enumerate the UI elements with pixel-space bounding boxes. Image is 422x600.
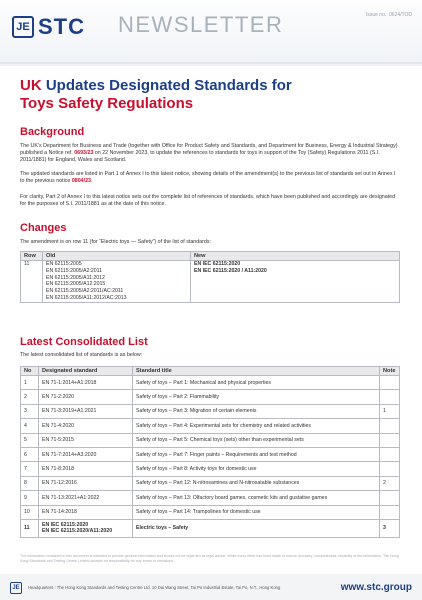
footer-headquarters: Headquarters : The Hong Kong Standards and Testing Centre Ltd. 10 Dai Wang Street, Tai Po Industrial Estate, Tai Po, N.T., Hong Kong: [28, 585, 281, 590]
cell-no: 8: [21, 476, 39, 490]
col-header-row: Row: [21, 252, 43, 261]
cell-note: [380, 462, 400, 476]
newsletter-label: NEWSLETTER: [118, 12, 284, 37]
table-row: [21, 419, 400, 433]
cell-standard: EN 71-7:2014+A3:2020: [39, 447, 133, 461]
cell-title: Safety of toys – Part 5: Chemical toys (sets) other than experimental sets: [133, 433, 380, 447]
electric-standard-2: EN IEC 62115:2020/A11:2020: [42, 528, 113, 535]
cell-no: 5: [21, 433, 39, 447]
background-paragraph-1: [20, 143, 400, 165]
cell-title: Safety of toys – Part 8: Activity toys for domestic use: [133, 462, 380, 476]
table-row: [21, 447, 400, 461]
title-line1: Updates Designated Standards for: [41, 77, 292, 94]
website-link[interactable]: www.stc.group: [340, 582, 412, 593]
background-paragraph-2: [20, 171, 400, 185]
cell-standard: EN 71-14:2018: [39, 505, 133, 519]
col-header-designated-standard: Designated standard: [39, 367, 133, 376]
cell-title: Safety of toys – Part 13: Olfactory board games, cosmetic kits and gustative games: [133, 491, 380, 505]
old-standard: EN 62115:2005/A11:2012/AC:2013: [46, 294, 127, 301]
cell-note: [380, 433, 400, 447]
col-header-no: No: [21, 367, 39, 376]
background-paragraph-3: For clarity, Part 2 of Annex I to this latest notice sets out the complete list of references of standards, which have been published and accordingly are designated for the purposes of S.I. 2011/1881 as at the date of this notice.: [20, 194, 396, 208]
consolidated-header-row: [21, 367, 400, 376]
new-standard: EN IEC 62115:2020: [194, 261, 241, 267]
cell-title: Safety of toys – Part 4: Experimental sets for chemistry and related activities: [133, 419, 380, 433]
cell-no: 10: [21, 505, 39, 519]
old-standards: [43, 261, 191, 303]
cell-no: 7: [21, 462, 39, 476]
changes-heading: Changes: [20, 222, 67, 234]
col-header-new: New: [191, 252, 400, 261]
changes-intro: The amendment is on row 11 (for “Electric toys — Safety”) of the list of standards:: [20, 239, 211, 245]
footer-disclaimer: The information contained in this document is intended to provide general information and should not be regarded as legal advice. While every effort has been made to ensure accuracy, completeness, reliability of the information, The Hong Kong Standards and Testing Centre Limited accepts no responsibility for any errors or omissions.: [20, 554, 399, 563]
cell-title: Safety of toys – Part 12: N-nitrosamines and N-nitrosatable substances: [133, 476, 380, 490]
title-line2: Toys Safety Regulations: [20, 95, 194, 112]
consolidated-intro: The latest consolidated list of standards is as below:: [20, 352, 143, 358]
newsletter-header: [0, 0, 422, 66]
table-row: [21, 376, 400, 390]
consolidated-heading: Latest Consolidated List: [20, 336, 148, 348]
cell-title: Safety of toys – Part 14: Trampolines for domestic use: [133, 505, 380, 519]
cell-note: [380, 505, 400, 519]
cell-no: 2: [21, 390, 39, 404]
cell-no: 4: [21, 419, 39, 433]
title-highlight: UK: [20, 77, 42, 94]
cell-note: 1: [380, 404, 400, 418]
consolidated-table: [20, 366, 400, 538]
table-row: [21, 404, 400, 418]
stc-logo-text: STC: [38, 14, 85, 39]
cell-standard: [39, 519, 133, 537]
old-standard: EN 62115:2005/A2:2011/AC:2011: [46, 288, 124, 295]
cell-title: Electric toys – Safety: [133, 519, 380, 537]
cell-no: 6: [21, 447, 39, 461]
cell-no: 1: [21, 376, 39, 390]
table-row: [21, 433, 400, 447]
new-standards: [191, 261, 400, 303]
cell-no: 9: [21, 491, 39, 505]
old-standard: EN 62115:2005: [46, 261, 82, 267]
cell-standard: EN 71-2:2020: [39, 390, 133, 404]
changes-row: [21, 261, 400, 303]
table-row: [21, 505, 400, 519]
cell-no: 11: [21, 519, 39, 537]
electric-standard-1: EN IEC 62115:2020: [42, 522, 89, 529]
cell-standard: EN 71-3:2019+A1:2021: [39, 404, 133, 418]
cell-note: 3: [380, 519, 400, 537]
p2-text-b: .: [91, 178, 93, 185]
cell-title: Safety of toys – Part 7: Finger paints – Requirements and test method: [133, 447, 380, 461]
notice-ref-link[interactable]: 0693/23: [74, 150, 94, 157]
col-header-old: Old: [43, 252, 191, 261]
footer-logo-icon: JE: [10, 582, 22, 594]
table-row: [21, 491, 400, 505]
p1-text-b: on 22 November 2023, to update the references to standards for toys in support of the Toy (Safety) Regulations 2011 (S.I. 2011/1881) for England, Wales and Scotland.: [20, 150, 380, 164]
issue-number: Issue no.: 0624/TOD: [365, 12, 412, 18]
p1-text-a: The UK's Department for Business and Trade (together with Office for Product Safety and Standards, and Department for Business, Energy & Industrial Strategy) published a Notice ref.: [20, 143, 398, 157]
col-header-note: Note: [380, 367, 400, 376]
cell-standard: EN 71-1:2014+A1:2018: [39, 376, 133, 390]
old-standard: EN 62115:2005/A2:2011: [46, 267, 103, 274]
table-row: [21, 462, 400, 476]
old-standard: EN 62115:2005/A12:2015: [46, 281, 106, 288]
cell-note: [380, 491, 400, 505]
cell-standard: EN 71-5:2015: [39, 433, 133, 447]
cell-title: Safety of toys – Part 1: Mechanical and physical properties: [133, 376, 380, 390]
cell-title: Safety of toys – Part 2: Flammability: [133, 390, 380, 404]
background-heading: Background: [20, 126, 85, 138]
previous-notice-ref-link[interactable]: 0804/23: [71, 178, 91, 185]
cell-note: [380, 376, 400, 390]
cell-title: Safety of toys – Part 3: Migration of certain elements: [133, 404, 380, 418]
stc-logo: [12, 14, 85, 40]
old-standard: EN 62115:2005/A11:2012: [46, 274, 105, 281]
table-row: [21, 390, 400, 404]
cell-note: 2: [380, 476, 400, 490]
stc-logo-mark: JE: [12, 16, 34, 38]
cell-standard: EN 71-13:2021+A1:2022: [39, 491, 133, 505]
article-title: [20, 77, 380, 113]
table-row: [21, 476, 400, 490]
changes-header-row: [21, 252, 400, 261]
new-standard: EN IEC 62115:2020 / A11:2020: [194, 267, 267, 274]
p2-text-a: The updated standards are listed in Part 1 of Annex I to this latest notice, showing details of the amendment(s) to the previous list of standards set out in Annex I to the previous notice: [20, 171, 396, 185]
changes-table: [20, 251, 400, 303]
cell-note: [380, 390, 400, 404]
cell-no: 3: [21, 404, 39, 418]
cell-note: [380, 419, 400, 433]
cell-note: [380, 447, 400, 461]
cell-standard: EN 71-4:2020: [39, 419, 133, 433]
header-divider: [0, 62, 422, 64]
col-header-standard-title: Standard title: [133, 367, 380, 376]
cell-standard: EN 71-12:2016: [39, 476, 133, 490]
cell-standard: EN 71-8:2018: [39, 462, 133, 476]
changes-row-number: 11: [21, 261, 43, 303]
table-row-electric-toys: [21, 519, 400, 537]
